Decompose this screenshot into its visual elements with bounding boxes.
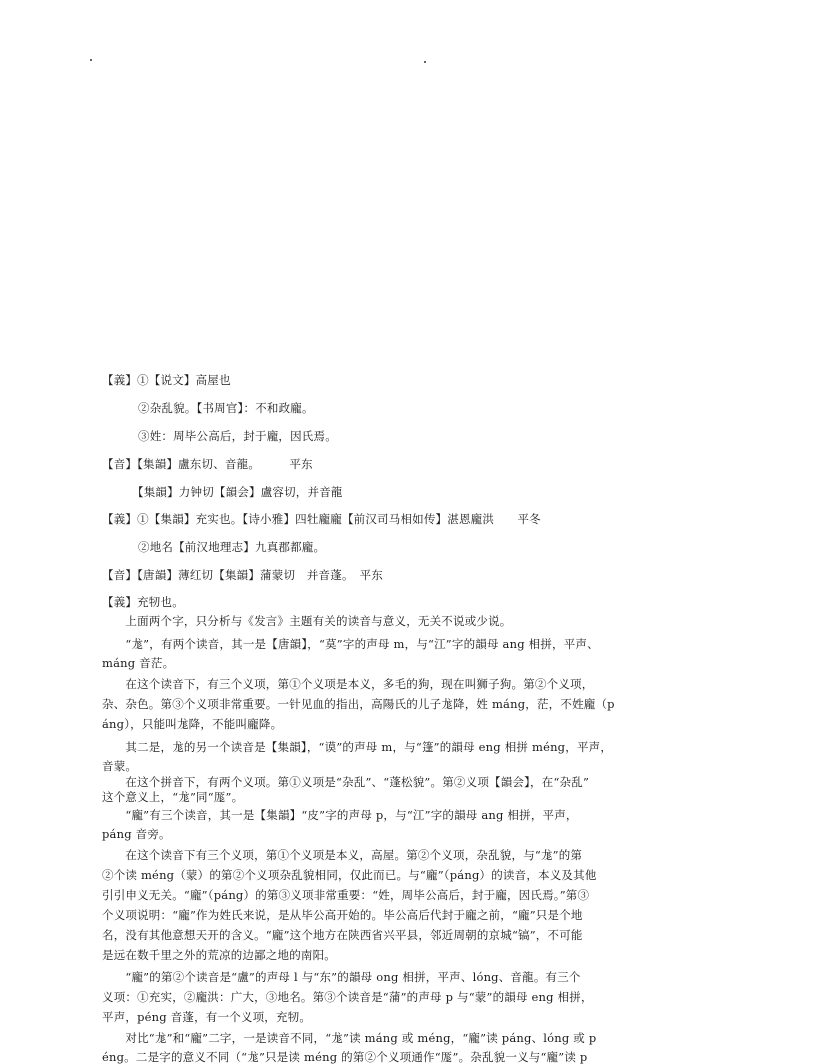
entry-line: ②杂乱貌。【书周官】：不和政龐。	[138, 401, 314, 415]
body-line: 对比“尨”和“龐”二字，一是读音不同，“尨”读 máng 或 méng，“龐”读 páng、lóng 或 p	[102, 1031, 597, 1045]
header-left-mark	[90, 59, 92, 61]
entry-line: 【義】①【说文】高屋也	[102, 373, 231, 387]
entry-line: ②地名【前汉地理志】九真郡都龐。	[138, 540, 326, 554]
body-line: 引引申义无关。“龐”（páng）的第③义项非常重要：“姓，周毕公高后，封于龐，因氏焉。”第③	[102, 888, 590, 902]
body-line: 这个意义上，“尨”同“厖”。	[102, 790, 244, 804]
entry-line: 【義】①【集韻】充实也。【诗小雅】四牡龐龐【前汉司马相如传】湛恩龐洪 平冬	[102, 512, 541, 526]
body-line: 音蒙。	[102, 759, 138, 773]
body-line: 其二是，尨的另一个读音是【集韻】，“谟”的声母 m，与“篷”的韻母 eng 相拼 méng，平声，	[102, 740, 613, 754]
body-line: 在这个读音下有三个义项，第①个义项是本义，高屋。第②个义项，杂乱貌，与“尨”的第	[102, 848, 583, 862]
body-line: 是远在数千里之外的荒凉的边鄙之地的南阳。	[102, 948, 336, 962]
body-line: 杂、杂色。第③个义项非常重要。一针见血的指出，高陽氏的儿子尨降，姓 máng，茫，不姓龐（p	[102, 697, 615, 711]
body-line: “尨”，有两个读音，其一是【唐韻】，“莫”字的声母 m，与“江”字的韻母 ang 相拼，平声、	[102, 637, 599, 651]
body-line: “龐”有三个读音，其一是【集韻】“皮”字的声母 p，与“江”字的韻母 ang 相拼，平声，	[102, 808, 578, 822]
body-line: 名，没有其他意想天开的含义。“龐”这个地方在陕西省兴平县，邻近周朝的京城“镐”，不可能	[102, 928, 583, 942]
body-line: éng。二是字的意义不同（“尨”只是读 méng 的第②个义项通作“厖”。杂乱貌一义与“龐”读 p	[102, 1050, 588, 1064]
body-line: áng），只能叫尨降，不能叫龐降。	[102, 717, 283, 731]
body-line: 上面两个字，只分析与《发言》主题有关的读音与意义，无关不说或少说。	[102, 614, 512, 628]
body-line: páng 音旁。	[102, 827, 171, 841]
body-line: 在这个拼音下，有两个义项。第①义项是“杂乱”、“蓬松貌”。第②义项【韻会】，在“杂乱”	[102, 775, 590, 789]
entry-line: 【義】充牣也。	[102, 595, 184, 609]
entry-line: ③姓：周毕公高后，封于龐，因氏焉。	[138, 429, 337, 443]
entry-line: 【音】【唐韻】薄红切【集韻】蒲蒙切 并音蓬。 平东	[102, 568, 383, 582]
entry-line: 【音】【集韻】盧东切、音龍。 平东	[102, 457, 313, 471]
body-line: máng 音茫。	[102, 656, 175, 670]
body-line: ②个读 méng（蒙）的第②个义项杂乱貌相同，仅此而已。与“龐”（páng）的读音，本义及其他	[102, 868, 597, 882]
entry-line: 【集韻】力钟切【韻会】盧容切，并音龍	[132, 485, 343, 499]
body-line: 义项：①充实，②龐洪：广大，③地名。第③个读音是“蒲”的声母 p 与“蒙”的韻母 eng 相拼，	[102, 990, 593, 1004]
body-line: 平声，péng 音蓬，有一个义项，充牣。	[102, 1010, 312, 1024]
body-line: 个义项说明：“龐”作为姓氏来说，是从毕公高开始的。毕公高后代封于龐之前，“龐”只是个地	[102, 908, 583, 922]
header-center-mark	[424, 61, 426, 63]
body-line: “龐”的第②个读音是“盧”的声母 l 与“东”的韻母 ong 相拼，平声、lóng、音龍。有三个	[102, 970, 581, 984]
body-line: 在这个读音下，有三个义项，第①个义项是本义，多毛的狗，现在叫狮子狗。第②个义项，	[102, 677, 594, 691]
